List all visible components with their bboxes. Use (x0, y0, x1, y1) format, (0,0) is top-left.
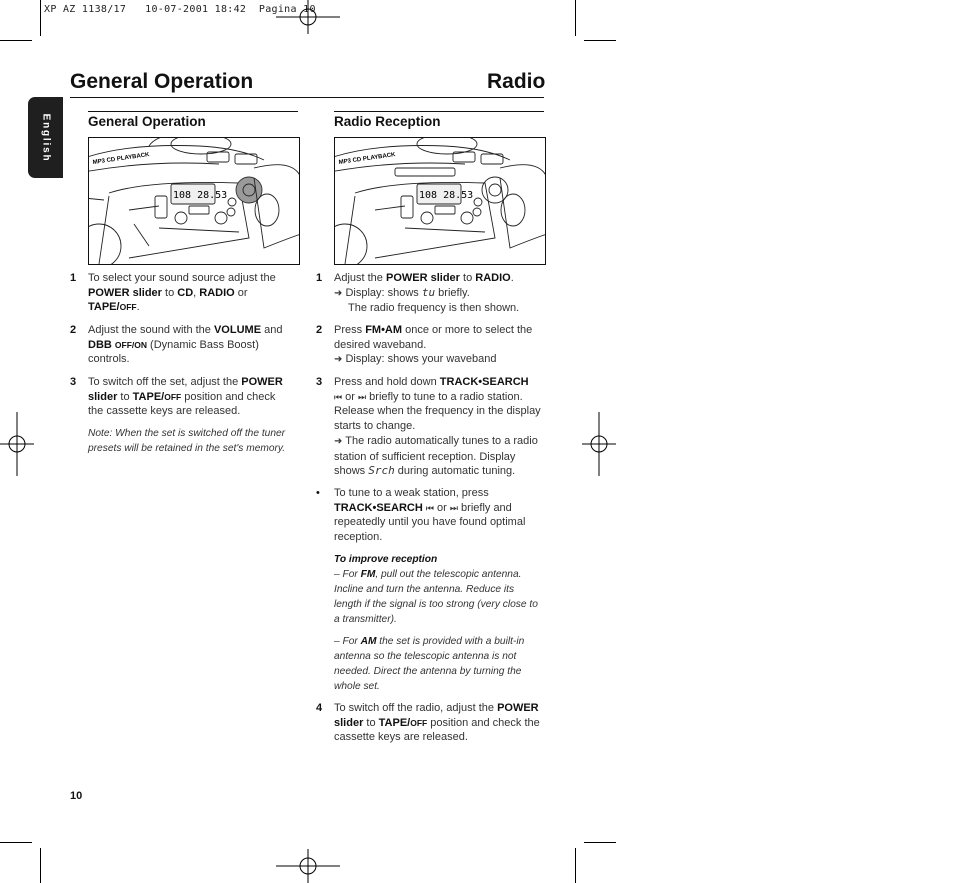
registration-mark-left (0, 412, 34, 476)
registration-mark-top (276, 0, 340, 34)
note-general: Note: When the set is switched off the tuner presets will be retained in the set's memory. (88, 428, 286, 454)
section-rule-right (334, 111, 544, 112)
language-tab (28, 97, 63, 178)
print-header: XP AZ 1138/17 10-07-2001 18:42 Pagina 10 (44, 4, 316, 15)
arrow-icon: ➜ (334, 287, 343, 299)
figure-label-radio: MP3 CD PLAYBACK (338, 152, 396, 166)
bullet-weak-station: • To tune to a weak station, press TRACK•SEARCH ⏮ or ⏭ briefly and repeatedly until you have found optimal reception. (316, 487, 526, 544)
step-radio-2: 2 Press FM•AM once or more to select the desired waveband. ➜ Display: shows your waveband (316, 324, 533, 366)
section-heading-general-operation: General Operation (88, 114, 206, 129)
title-rule (70, 97, 544, 98)
step-radio-1: 1 Adjust the POWER slider to RADIO. ➜ Display: shows tu briefly. The radio frequency is then shown. (316, 272, 520, 315)
registration-mark-bottom (276, 849, 340, 883)
next-track-icon: ⏭ (449, 502, 458, 513)
step-radio-4: 4 To switch off the radio, adjust the POWER slider to TAPE/OFF position and check the cassette keys are released. (316, 702, 540, 744)
step-general-2: 2 Adjust the sound with the VOLUME and DBB OFF/ON (Dynamic Bass Boost) controls. (70, 324, 283, 366)
language-tab-label: English (40, 113, 51, 162)
device-illustration-radio (334, 137, 546, 265)
page-title-left: General Operation (70, 70, 254, 93)
registration-mark-right (582, 412, 616, 476)
section-rule-left (88, 111, 298, 112)
page-number: 10 (70, 790, 83, 802)
improve-reception-heading: To improve reception (334, 554, 438, 565)
section-heading-radio-reception: Radio Reception (334, 114, 441, 129)
page-title-right: Radio (487, 70, 546, 93)
step-general-3: 3 To switch off the set, adjust the POWER slider to TAPE/OFF position and check the cassette keys are released. (70, 376, 283, 418)
next-track-icon: ⏭ (358, 391, 367, 402)
arrow-icon: ➜ (334, 354, 343, 366)
previous-track-icon: ⏮ (425, 502, 434, 513)
step-general-1: 1 To select your sound source adjust the POWER slider to CD, RADIO or TAPE/OFF. (70, 272, 276, 314)
improve-reception-block: To improve reception – For FM, pull out the telescopic antenna. Incline and turn the antenna. Reduce its length if the signal is too strong (very close to a transmitter). – For AM the set is provided with a built-in antenna so the telescopic antenna is not needed. Direct the antenna by turning the whole set. (334, 554, 538, 692)
arrow-icon: ➜ (334, 435, 343, 447)
figure-label-general: MP3 CD PLAYBACK (92, 152, 150, 166)
figure-display-general: 108 28.53 (173, 190, 228, 201)
step-radio-3: 3 Press and hold down TRACK•SEARCH ⏮ or ⏭ briefly to tune to a radio station. Release when the frequency in the display starts to change. ➜ The radio automatically tunes to a radio station of sufficient reception. Display shows Srch during automatic tuning. (316, 376, 541, 478)
figure-display-radio: 108 28.53 (419, 190, 474, 201)
previous-track-icon: ⏮ (334, 391, 343, 402)
device-illustration-general (88, 137, 300, 265)
